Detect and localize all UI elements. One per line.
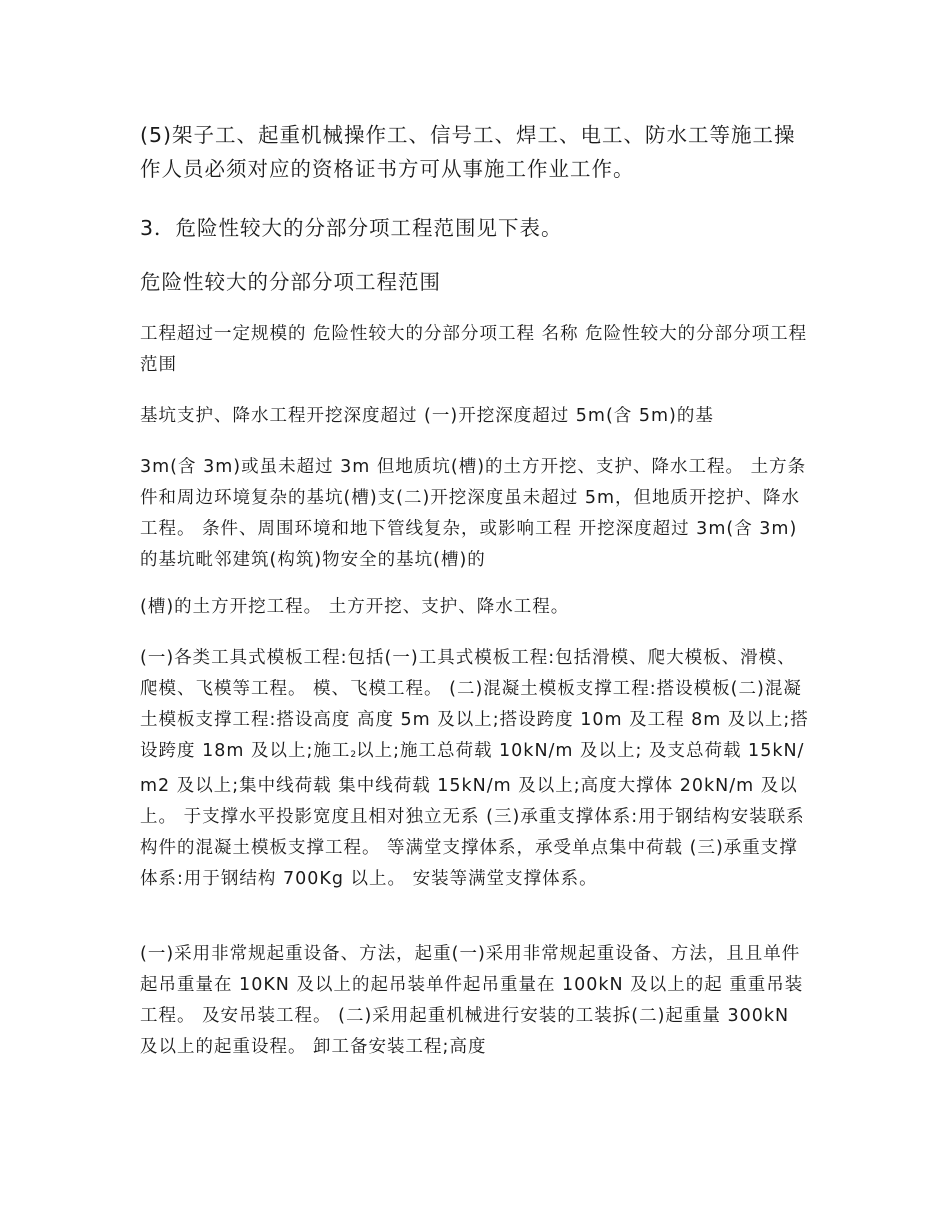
formwork-text-part-2: 以上;施工总荷载 10kN/m 及以上; 及支总荷载 15kN/m2 及以上;集中线荷载 集中线荷载 15kN/m 及以上;高度大撑体 20kN/m 及以上。 于支撑水平投影宽度且相对独立无系 (三)承重支撑体系:用于钢结构安装联系构件的混凝土模板支撑工程。 等满堂支撑体系，承受单点集中荷载 (三)承重支撑体系:用于钢结构 700Kg 以上。 安装等满堂支撑体系。 [140,741,805,889]
table-header-row: 工程超过一定规模的 危险性较大的分部分项工程 名称 危险性较大的分部分项工程范围 [140,324,808,375]
paragraph-foundation-pit-detail: 3m(含 3m)或虽未超过 3m 但地质坑(槽)的土方开挖、支护、降水工程。 土方条件和周边环境复杂的基坑(槽)支(二)开挖深度虽未超过 5m，但地质开挖护、降水工程。 条件、周围环境和地下管线复杂，或影响工程 开挖深度超过 3m(含 3m)的基坑毗邻建筑(构筑)物安全的基坑(槽)的 [140,457,807,570]
paragraph-lifting-engineering: (一)采用非常规起重设备、方法，起重(一)采用非常规起重设备、方法，且且单件起吊重量在 10KN 及以上的起吊装单件起吊重量在 100kN 及以上的起 重重吊装工程。 及安吊装工程。 (二)采用起重机械进行安装的工装拆(二)起重量 300kN 及以上的起重设程。 卸工备安装工程;高度 [140,944,804,1057]
paragraph-formwork-engineering [140,643,812,895]
paragraph-foundation-pit-start: 基坑支护、降水工程开挖深度超过 (一)开挖深度超过 5m(含 5m)的基 [140,406,714,426]
formwork-text-part-1: (一)各类工具式模板工程:包括(一)工具式模板工程:包括滑模、爬大模板、滑模、爬模、飞模等工程。 模、飞模工程。 (二)混凝土模板支撑工程:搭设模板(二)混凝土模板支撑工程:搭设高度 高度 5m 及以上;搭设跨度 10m 及工程 8m 及以上;搭设跨度 18m 及以上;施工 [140,648,809,761]
superscript-2: 2 [350,750,357,760]
paragraph-section-3-heading: 3．危险性较大的分部分项工程范围见下表。 [140,216,563,240]
table-title: 危险性较大的分部分项工程范围 [140,270,441,294]
paragraph-earthwork-end: (槽)的土方开挖工程。 土方开挖、支护、降水工程。 [140,597,570,617]
paragraph-qualification-requirement: (5)架子工、起重机械操作工、信号工、焊工、电工、防水工等施工操作人员必须对应的资格证书方可从事施工作业工作。 [140,123,796,181]
